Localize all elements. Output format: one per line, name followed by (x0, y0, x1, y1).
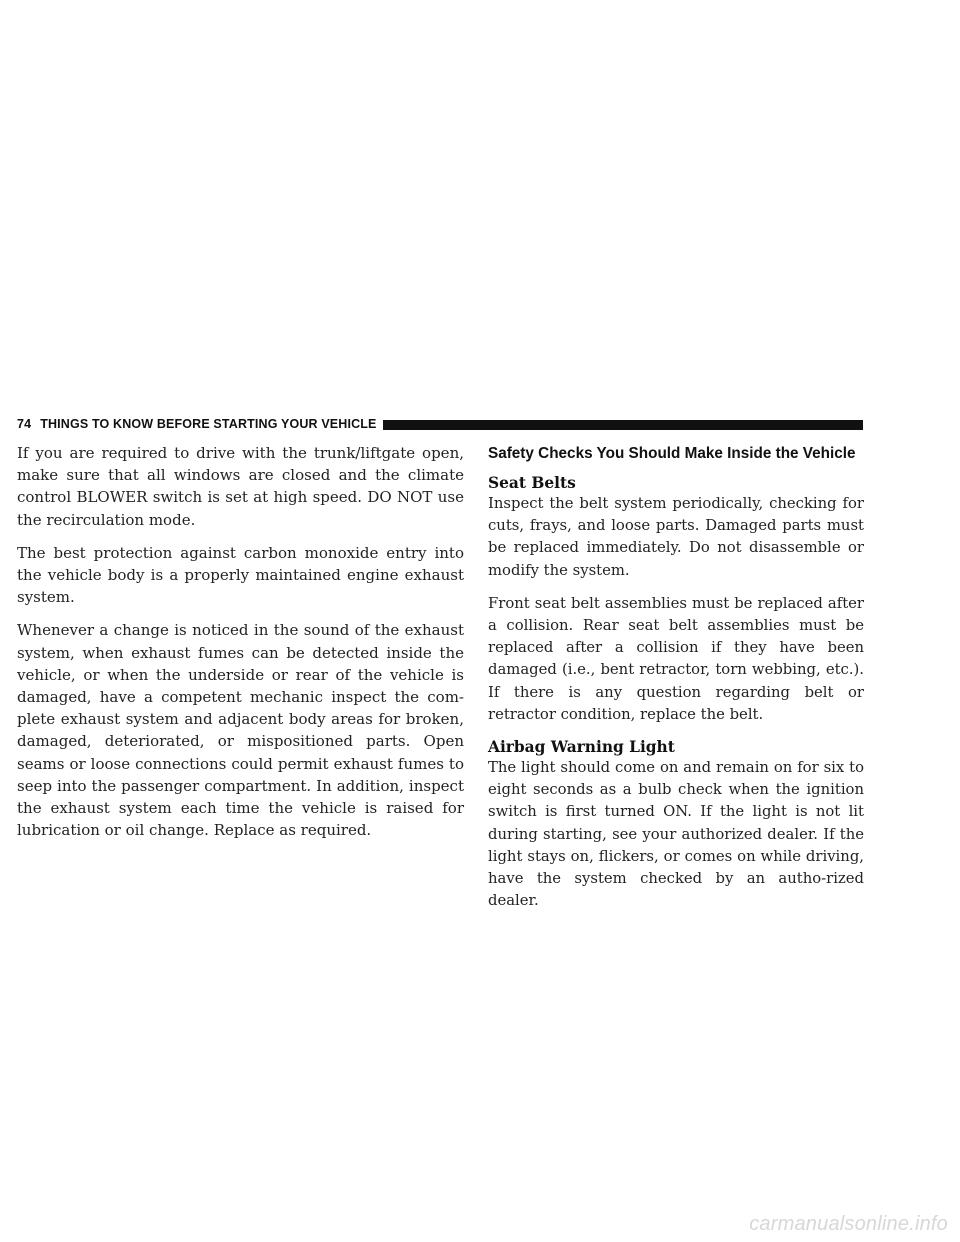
paragraph-exhaust-protection: The best protection against carbon monoxide entry into the vehicle body is a properly maintained engine exhaust system. (17, 543, 464, 607)
paragraph-exhaust-inspection: Whenever a change is noticed in the sound of the exhaust system, when exhaust fumes can be detected inside the vehicle, or when the underside or rear of the vehicle is damaged, have a competent mechanic inspect the com-plete exhaust system and adjacent body areas for broken, damaged, deteriorated, or mispositioned parts. Open seams or loose connections could permit exhaust fumes to seep into the passenger compartment. In addition, inspect the exhaust system each time the vehicle is raised for lubrication or oil change. Replace as required. (17, 621, 464, 840)
header-rule (383, 420, 863, 430)
paragraph-trunk-open: If you are required to drive with the trunk/liftgate open, make sure that all windows are closed and the climate control BLOWER switch is set at high speed. DO NOT use the recirculation mode. (17, 444, 464, 529)
airbag-heading: Airbag Warning Light (488, 738, 675, 757)
watermark: carmanualsonline.info (749, 1213, 948, 1235)
left-column (17, 442, 464, 852)
seat-belts-heading: Seat Belts (488, 474, 576, 492)
paragraph-seat-belt-inspect: Inspect the belt system periodically, checking for cuts, frays, and loose parts. Damaged parts must be replaced immediately. Do not disassemble or modify the system. (488, 495, 864, 579)
header-title: THINGS TO KNOW BEFORE STARTING YOUR VEHICLE (40, 417, 377, 431)
section-title: Safety Checks You Should Make Inside the Vehicle (488, 445, 856, 462)
right-column (488, 445, 864, 923)
paragraph-seat-belt-replace: Front seat belt assemblies must be replaced after a collision. Rear seat belt assemblies must be replaced after a collision if they have been damaged (i.e., bent retractor, torn webbing, etc.). If there is any question regarding belt or retractor condition, replace the belt. (488, 594, 864, 723)
header-page-number: 74 (17, 417, 32, 431)
paragraph-airbag-light: The light should come on and remain on for six to eight seconds as a bulb check when the ignition switch is first turned ON. If the light is not lit during starting, see your authorized dealer. If the light stays on, flickers, or comes on while driving, have the system checked by an autho-rized dealer. (488, 759, 864, 910)
running-header (17, 417, 863, 432)
